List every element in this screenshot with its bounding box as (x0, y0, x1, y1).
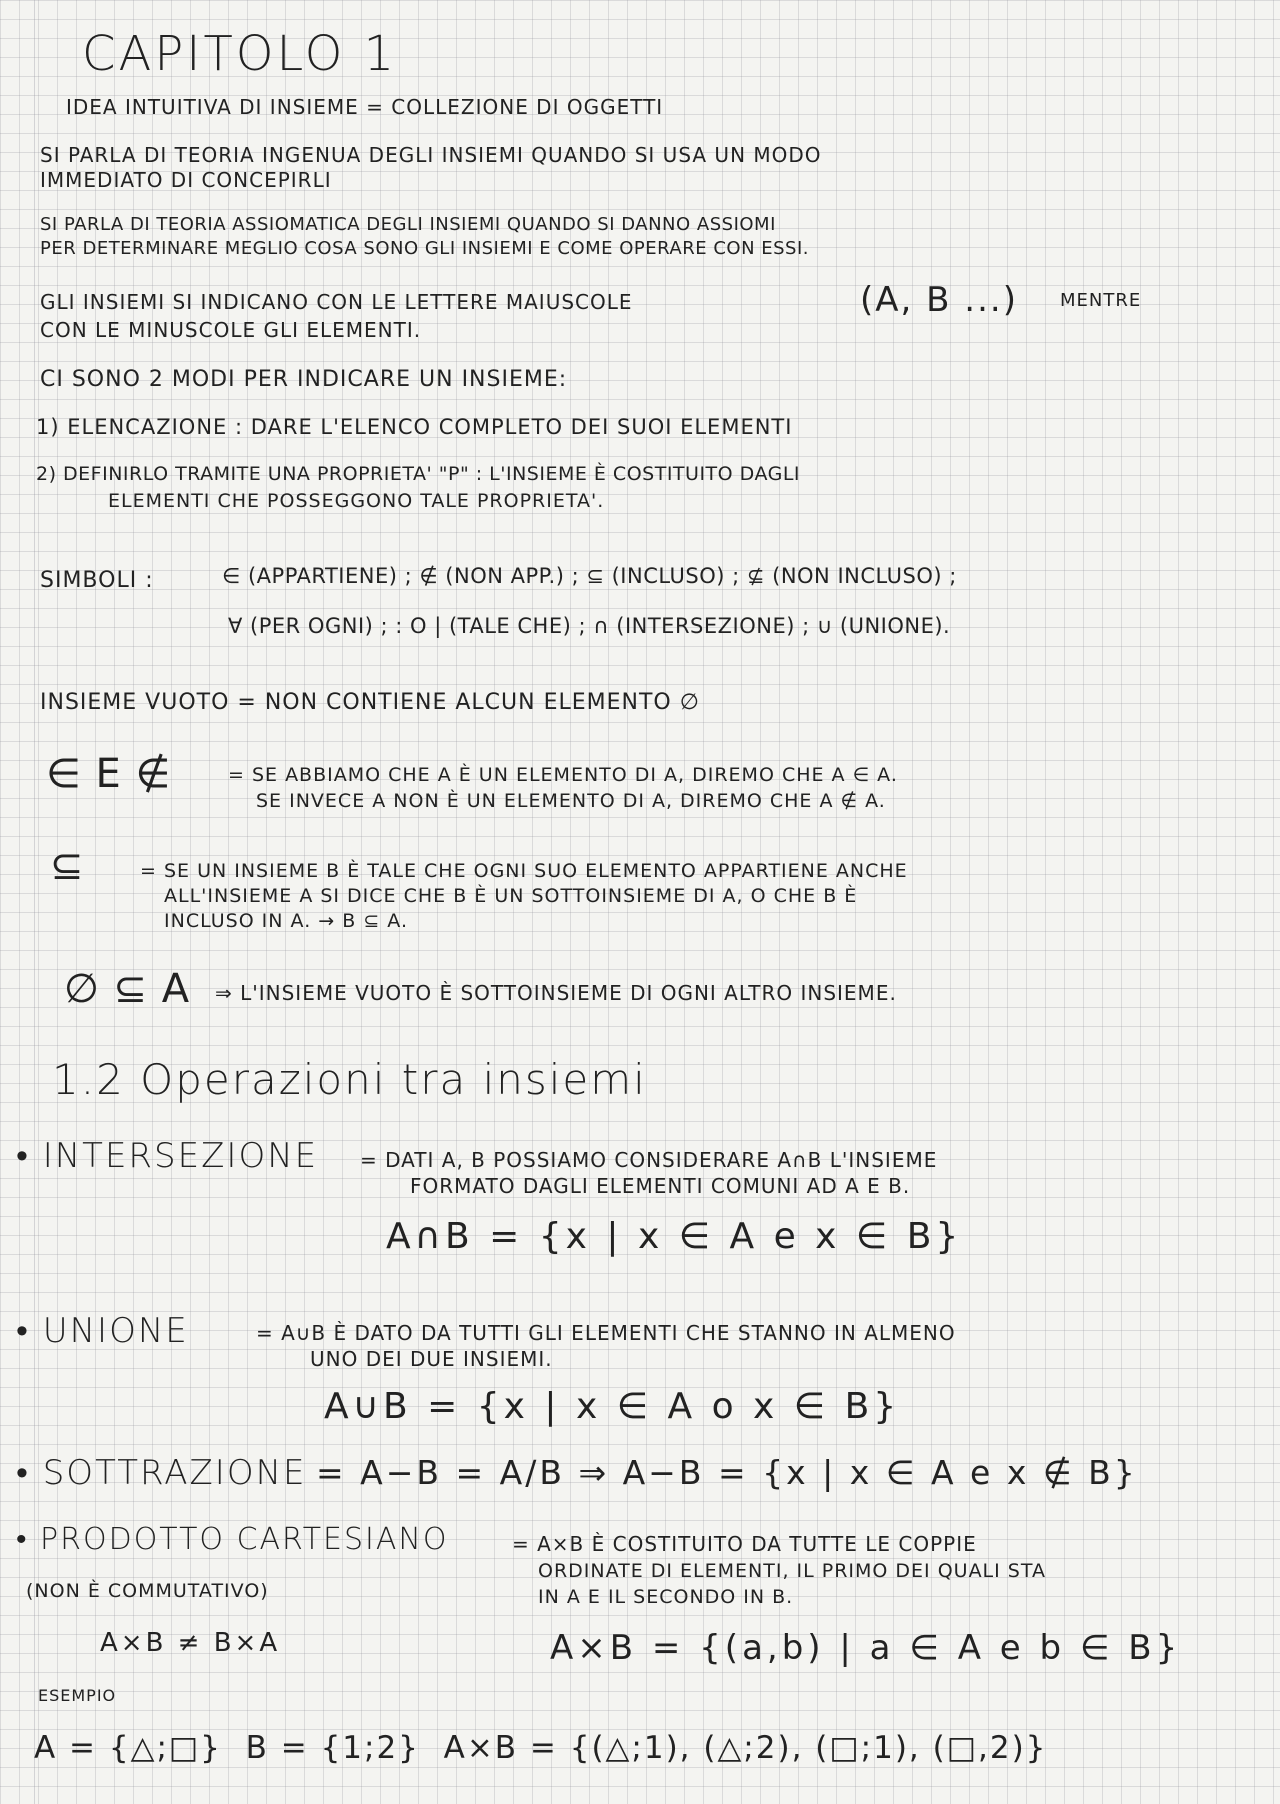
notazione-line-2: CON LE MINUSCOLE GLI ELEMENTI. (40, 318, 422, 342)
insieme-vuoto: INSIEME VUOTO = NON CONTIENE ALCUN ELEMENTO ∅ (40, 690, 700, 715)
prodotto-label: • PRODOTTO CARTESIANO (16, 1522, 448, 1558)
unione-line-2: UNO DEI DUE INSIEMI. (310, 1347, 553, 1371)
ingenua-line-1: SI PARLA DI TEORIA INGENUA DEGLI INSIEMI QUANDO SI USA UN MODO (40, 143, 822, 167)
intersezione-formula: A∩B = {x | x ∈ A e x ∈ B} (386, 1216, 963, 1257)
appartenenza-symbols: ∈ E ∉ (46, 751, 172, 797)
prodotto-note: (NON È COMMUTATIVO) (26, 1580, 269, 1602)
simboli-label: SIMBOLI : (40, 568, 154, 593)
sottrazione-label: • SOTTRAZIONE (16, 1453, 307, 1494)
unione-label: • UNIONE (16, 1311, 189, 1352)
unione-formula: A∪B = {x | x ∈ A o x ∈ B} (324, 1386, 901, 1427)
simboli-line-1: ∈ (APPARTIENE) ; ∉ (NON APP.) ; ⊆ (INCLUSO) ; ⊈ (NON INCLUSO) ; (222, 564, 957, 588)
prodotto-inequality: A×B ≠ B×A (100, 1628, 281, 1658)
page-title: CAPITOLO 1 (82, 26, 398, 82)
vuoto-sottoinsieme-text: ⇒ L'INSIEME VUOTO È SOTTOINSIEME DI OGNI ALTRO INSIEME. (215, 981, 897, 1005)
intersezione-line-1: = DATI A, B POSSIAMO CONSIDERARE A∩B L'INSIEME (360, 1148, 938, 1172)
modi-item-1: 1) ELENCAZIONE : DARE L'ELENCO COMPLETO DEI SUOI ELEMENTI (36, 415, 793, 439)
prodotto-formula: A×B = {(a,b) | a ∈ A e b ∈ B} (550, 1628, 1182, 1668)
inclusione-line-3: INCLUSO IN A. → B ⊆ A. (164, 910, 408, 932)
section-heading: 1.2 Operazioni tra insiemi (52, 1055, 647, 1104)
simboli-line-2: ∀ (PER OGNI) ; : O | (TALE CHE) ; ∩ (INTERSEZIONE) ; ∪ (UNIONE). (228, 614, 951, 638)
intersezione-line-2: FORMATO DAGLI ELEMENTI COMUNI AD A E B. (410, 1174, 911, 1198)
modi-item-2-line-1: 2) DEFINIRLO TRAMITE UNA PROPRIETA' "P" : L'INSIEME È COSTITUITO DAGLI (36, 463, 801, 485)
intersezione-label: • INTERSEZIONE (16, 1136, 318, 1177)
unione-line-1: = A∪B È DATO DA TUTTI GLI ELEMENTI CHE STANNO IN ALMENO (256, 1321, 956, 1345)
notazione-line-1c: MENTRE (1060, 290, 1142, 311)
appartenenza-line-1: = SE ABBIAMO CHE A È UN ELEMENTO DI A, DIREMO CHE A ∈ A. (228, 764, 898, 786)
prodotto-line-1: = A×B È COSTITUITO DA TUTTE LE COPPIE (512, 1532, 977, 1556)
inclusione-symbol: ⊆ (50, 843, 85, 889)
modi-item-2-line-2: ELEMENTI CHE POSSEGGONO TALE PROPRIETA'. (108, 490, 605, 512)
assiomatica-line-2: PER DETERMINARE MEGLIO COSA SONO GLI INSIEMI E COME OPERARE CON ESSI. (40, 238, 810, 259)
prodotto-line-3: IN A E IL SECONDO IN B. (538, 1586, 794, 1608)
prodotto-line-2: ORDINATE DI ELEMENTI, IL PRIMO DEI QUALI STA (538, 1560, 1046, 1582)
ingenua-line-2: IMMEDIATO DI CONCEPIRLI (40, 168, 332, 192)
inclusione-line-2: ALL'INSIEME A SI DICE CHE B È UN SOTTOINSIEME DI A, O CHE B È (164, 885, 858, 907)
esempio-label: ESEMPIO (38, 1686, 117, 1705)
appartenenza-line-2: SE INVECE A NON È UN ELEMENTO DI A, DIREMO CHE A ∉ A. (256, 790, 886, 812)
modi-intro: CI SONO 2 MODI PER INDICARE UN INSIEME: (40, 367, 568, 392)
sottrazione-text: = A−B = A/B ⇒ A−B = {x | x ∈ A e x ∉ B} (316, 1453, 1138, 1492)
esempio-text: A = {△;□} B = {1;2} A×B = {(△;1), (△;2), (□;1), (□,2)} (34, 1730, 1048, 1766)
inclusione-line-1: = SE UN INSIEME B È TALE CHE OGNI SUO ELEMENTO APPARTIENE ANCHE (140, 860, 908, 882)
assiomatica-line-1: SI PARLA DI TEORIA ASSIOMATICA DEGLI INSIEMI QUANDO SI DANNO ASSIOMI (40, 214, 776, 235)
notazione-letters: (A, B ...) (860, 280, 1018, 320)
notazione-line-1a: GLI INSIEMI SI INDICANO CON LE LETTERE MAIUSCOLE (40, 290, 633, 314)
vuoto-sottoinsieme-symbol: ∅ ⊆ A (64, 966, 191, 1012)
intro-definition: IDEA INTUITIVA DI INSIEME = COLLEZIONE DI OGGETTI (66, 95, 664, 119)
